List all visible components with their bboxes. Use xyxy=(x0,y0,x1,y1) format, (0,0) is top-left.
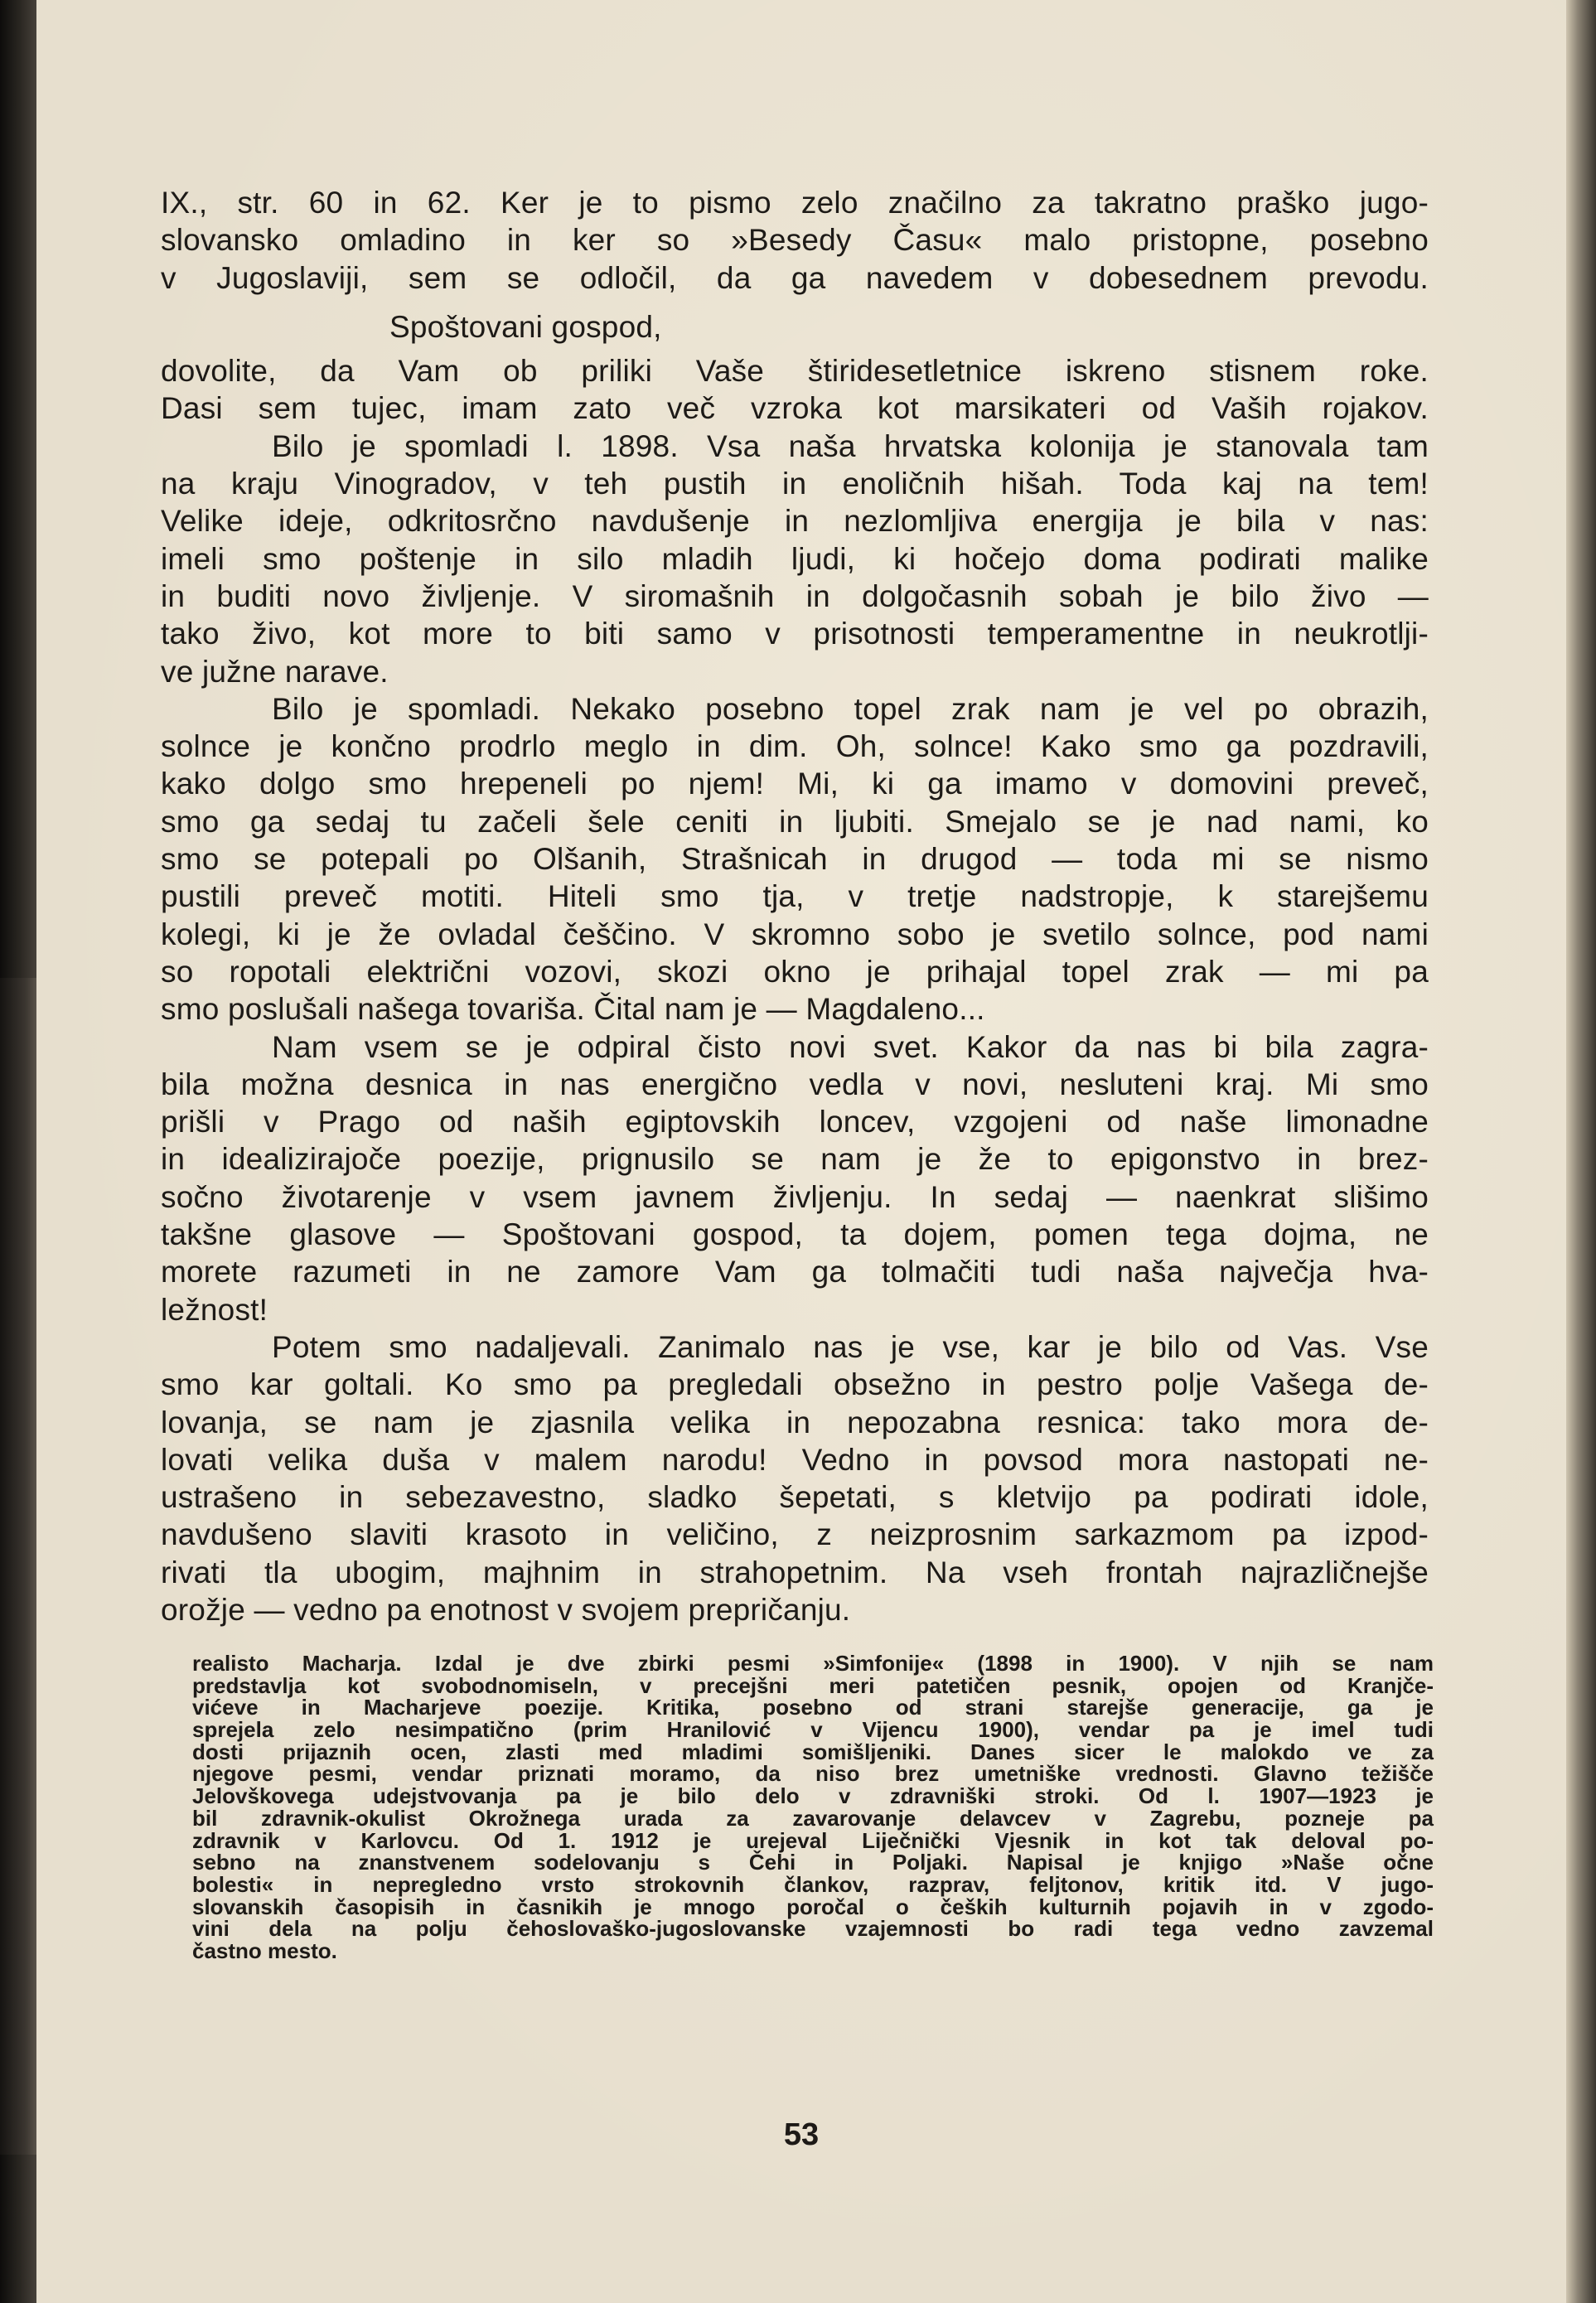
footnote-line: Jelovškovega udejstvovanja pa je bilo delo v zdravniški stroki. Od l. 1907—1923 je xyxy=(192,1783,1434,1809)
text-line: slovansko omladino in ker so »Besedy Času« malo pristopne, posebno xyxy=(161,223,1429,258)
text-line: ve južne narave. xyxy=(161,654,389,689)
text-line: IX., str. 60 in 62. Ker je to pismo zelo značilno za takratno praško jugo- xyxy=(161,186,1429,220)
footnote-line: sprejela zelo nesimpatično (prim Hranilović v Vijencu 1900), vendar pa je imel tudi xyxy=(192,1717,1434,1743)
text-line: Dasi sem tujec, imam zato več vzroka kot marsikateri od Vaših rojakov. xyxy=(161,391,1429,426)
footnote-line: bolesti« in nepregledno vrsto strokovnih člankov, razprav, feljtonov, kritik itd. V jugo- xyxy=(192,1871,1434,1897)
text-line: prišli v Prago od naših egiptovskih loncev, vzgojeni od naše limonadne xyxy=(161,1105,1429,1139)
text-line: smo poslušali našega tovariša. Čital nam je — Magdaleno... xyxy=(161,992,985,1027)
page-number: 53 xyxy=(783,2117,820,2152)
footnote-line: sebno na znanstvenem sodelovanju s Čehi in Poljaki. Napisal je knjigo »Naše očne xyxy=(192,1850,1434,1875)
text-line: Bilo je spomladi l. 1898. Vsa naša hrvatska kolonija je stanovala tam xyxy=(272,428,1429,463)
text-line: Velike ideje, odkritosrčno navdušenje in nezlomljiva energija je bila v nas: xyxy=(161,504,1429,539)
text-line: ležnost! xyxy=(161,1292,268,1327)
footnote-line: njegove pesmi, vendar priznati moramo, da niso brez umetniške vrednosti. Glavno težišče xyxy=(192,1761,1434,1787)
text-line: v Jugoslaviji, sem se odločil, da ga navedem v dobesednem prevodu. xyxy=(161,260,1429,295)
footnote-line: vićeve in Macharjeve poezije. Kritika, posebno od strani starejše generacije, ga je xyxy=(192,1695,1434,1720)
text-line: dovolite, da Vam ob priliki Vaše štiridesetletnice iskreno stisnem roke. xyxy=(161,354,1429,389)
footnote-line: predstavlja kot svobodnomiseln, v precejšni meri patetičen pesnik, opojen od Kranjče- xyxy=(192,1672,1434,1698)
footnote-line: slovanskih časopisih in časnikih je mnogo poročal o čeških kulturnih pojavih in v zgodo- xyxy=(192,1894,1434,1919)
text-line: sočno životarenje v vsem javnem življenju. In sedaj — naenkrat slišimo xyxy=(161,1179,1429,1214)
text-line: tako živo, kot more to biti samo v prisotnosti temperamentne in neukrotlji- xyxy=(161,617,1429,651)
binding-shadow xyxy=(0,978,36,2155)
text-line: imeli smo poštenje in silo mladih ljudi, ki hočejo doma podirati malike xyxy=(161,541,1429,576)
letter-salutation: Spoštovani gospod, xyxy=(389,309,662,344)
text-line: in idealizirajoče poezije, prignusilo se nam je že to epigonstvo in brez- xyxy=(161,1142,1429,1177)
text-line: Potem smo nadaljevali. Zanimalo nas je vse, kar je bilo od Vas. Vse xyxy=(272,1329,1429,1364)
footnote-line: bil zdravnik-okulist Okrožnega urada za zavarovanje delavcev v Zagrebu, pozneje pa xyxy=(192,1805,1434,1831)
text-line: bila možna desnica in nas energično vedla v novi, nesluteni kraj. Mi smo xyxy=(161,1067,1429,1101)
text-line: ustrašeno in sebezavestno, sladko šepetati, s kletvijo pa podirati idole, xyxy=(161,1480,1429,1515)
text-line: kako dolgo smo hrepeneli po njem! Mi, ki ga imamo v domovini preveč, xyxy=(161,767,1429,801)
text-line: smo kar goltali. Ko smo pa pregledali obsežno in pestro polje Vašega de- xyxy=(161,1367,1429,1402)
text-line: takšne glasove — Spoštovani gospod, ta dojem, pomen tega dojma, ne xyxy=(161,1217,1429,1252)
book-page xyxy=(36,0,1566,2303)
text-line: lovanja, se nam je zjasnila velika in nepozabna resnica: tako mora de- xyxy=(161,1405,1429,1439)
footnote-line: vini dela na polju čehoslovaško-jugoslovanske vzajemnosti bo radi tega vedno zavzemal xyxy=(192,1916,1434,1942)
text-line: smo ga sedaj tu začeli šele ceniti in ljubiti. Smejalo se je nad nami, ko xyxy=(161,804,1429,839)
text-line: pustili preveč motiti. Hiteli smo tja, v tretje nadstropje, k starejšemu xyxy=(161,879,1429,914)
footnote-line: častno mesto. xyxy=(192,1938,337,1963)
text-line: solnce je končno prodrlo meglo in dim. Oh, solnce! Kako smo ga pozdravili, xyxy=(161,729,1429,764)
footnote-block xyxy=(192,1652,1434,1962)
text-line: Nam vsem se je odpiral čisto novi svet. Kakor da nas bi bila zagra- xyxy=(272,1029,1429,1064)
footnote-line: zdravnik v Karlovcu. Od 1. 1912 je urejeval Liječnički Vjesnik in kot tak deloval po- xyxy=(192,1827,1434,1853)
text-line: so ropotali električni vozovi, skozi okno je prihajal topel zrak — mi pa xyxy=(161,954,1429,989)
footnote-line: dosti prijaznih ocen, zlasti med mladimi somišljeniki. Danes sicer le malokdo ve za xyxy=(192,1739,1434,1764)
text-line: navdušeno slaviti krasoto in veličino, z neizprosnim sarkazmom pa izpod- xyxy=(161,1517,1429,1552)
text-line: Bilo je spomladi. Nekako posebno topel zrak nam je vel po obrazih, xyxy=(272,691,1429,726)
text-line: lovati velika duša v malem narodu! Vedno in povsod mora nastopati ne- xyxy=(161,1442,1429,1477)
main-text xyxy=(161,184,1429,1628)
text-line: morete razumeti in ne zamore Vam ga tolmačiti tudi naša največja hva- xyxy=(161,1255,1429,1289)
page-edge xyxy=(1566,0,1596,2303)
footnote-line: realisto Macharja. Izdal je dve zbirki pesmi »Simfonije« (1898 in 1900). V njih se nam xyxy=(192,1651,1434,1676)
text-line: kolegi, ki je že ovladal češčino. V skromno sobo je svetilo solnce, pod nami xyxy=(161,917,1429,951)
text-line: rivati tla ubogim, majhnim in strahopetnim. Na vseh frontah najrazličnejše xyxy=(161,1555,1429,1589)
text-line: orožje — vedno pa enotnost v svojem prepričanju. xyxy=(161,1592,851,1627)
text-line: in buditi novo življenje. V siromašnih in dolgočasnih sobah je bilo živo — xyxy=(161,578,1429,613)
text-line: na kraju Vinogradov, v teh pustih in enoličnih hišah. Toda kaj na tem! xyxy=(161,467,1429,501)
text-line: smo se potepali po Olšanih, Strašnicah in drugod — toda mi se nismo xyxy=(161,842,1429,877)
